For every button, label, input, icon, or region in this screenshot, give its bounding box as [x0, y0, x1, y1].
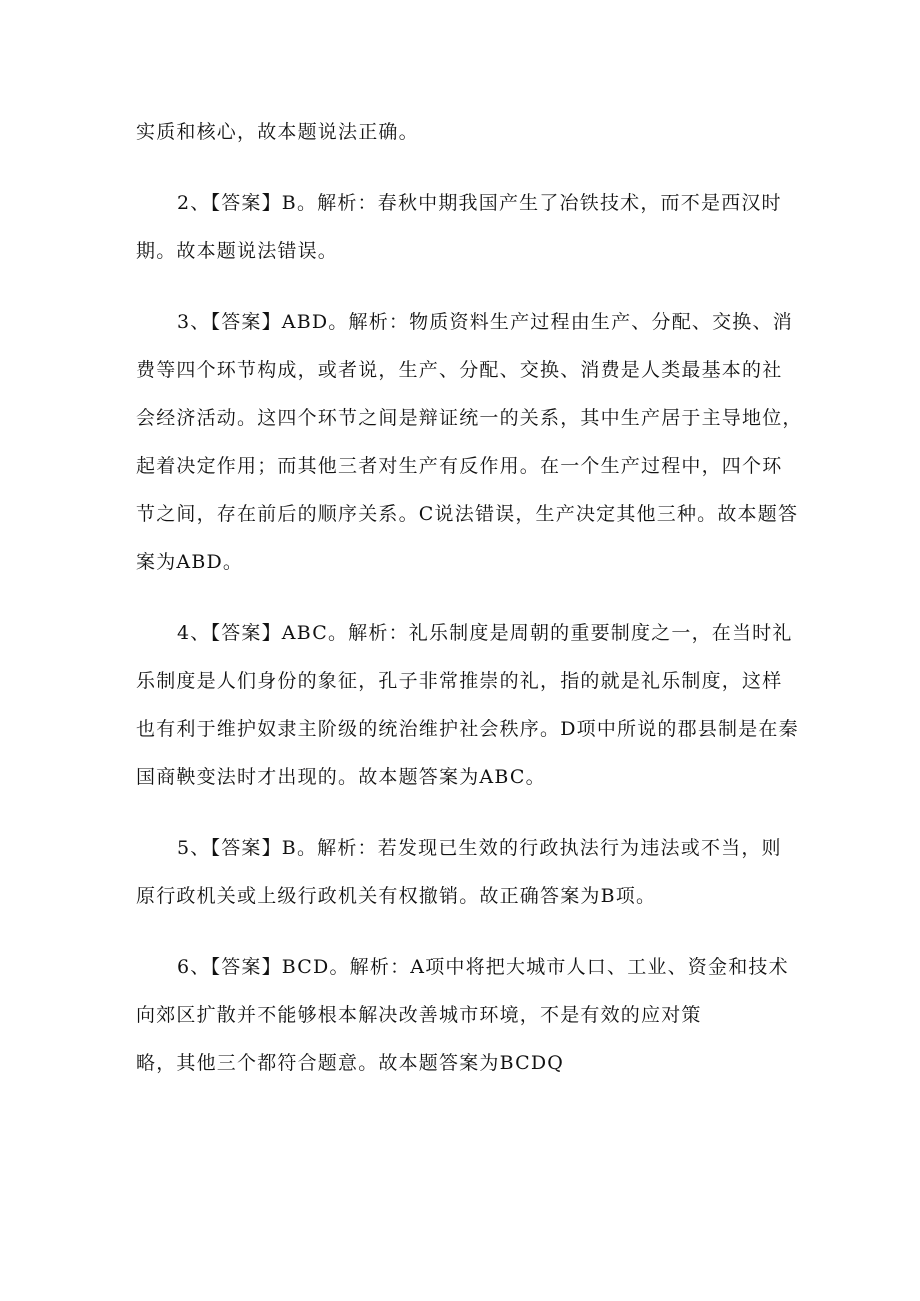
- text-line: 期。故本题说法错误。: [136, 240, 339, 262]
- text-line: 6、【答案】BCD。解析：A项中将把大城市人口、工业、资金和技术: [177, 956, 789, 978]
- text-line: 国商鞅变法时才出现的。故本题答案为ABC。: [136, 766, 546, 788]
- text-line: 向郊区扩散并不能够根本解决改善城市环境，不是有效的应对策: [136, 1004, 702, 1026]
- text-line: 原行政机关或上级行政机关有权撤销。故正确答案为B项。: [136, 885, 657, 907]
- text-line: 5、【答案】B。解析：若发现已生效的行政执法行为违法或不当，则: [177, 837, 782, 859]
- text-line: 案为ABD。: [136, 551, 244, 573]
- text-line: 节之间，存在前后的顺序关系。C说法错误，生产决定其他三种。故本题答: [136, 503, 799, 525]
- text-line: 费等四个环节构成，或者说，生产、分配、交换、消费是人类最基本的社: [136, 359, 783, 381]
- text-line: 4、【答案】ABC。解析：礼乐制度是周朝的重要制度之一，在当时礼: [177, 622, 793, 644]
- text-line: 乐制度是人们身份的象征，孔子非常推崇的礼，指的就是礼乐制度，这样: [136, 670, 783, 692]
- text-line: 3、【答案】ABD。解析：物质资料生产过程由生产、分配、交换、消: [177, 311, 793, 333]
- text-line: 2、【答案】B。解析：春秋中期我国产生了冶铁技术，而不是西汉时: [177, 192, 782, 214]
- text-line: 会经济活动。这四个环节之间是辩证统一的关系，其中生产居于主导地位，: [136, 407, 803, 429]
- text-line: 实质和核心，故本题说法正确。: [136, 121, 419, 143]
- text-line: 也有利于维护奴隶主阶级的统治维护社会秩序。D项中所说的郡县制是在秦: [136, 718, 799, 740]
- text-line: 起着决定作用；而其他三者对生产有反作用。在一个生产过程中，四个环: [136, 455, 783, 477]
- text-line: 略，其他三个都符合题意。故本题答案为BCDQ: [136, 1052, 565, 1074]
